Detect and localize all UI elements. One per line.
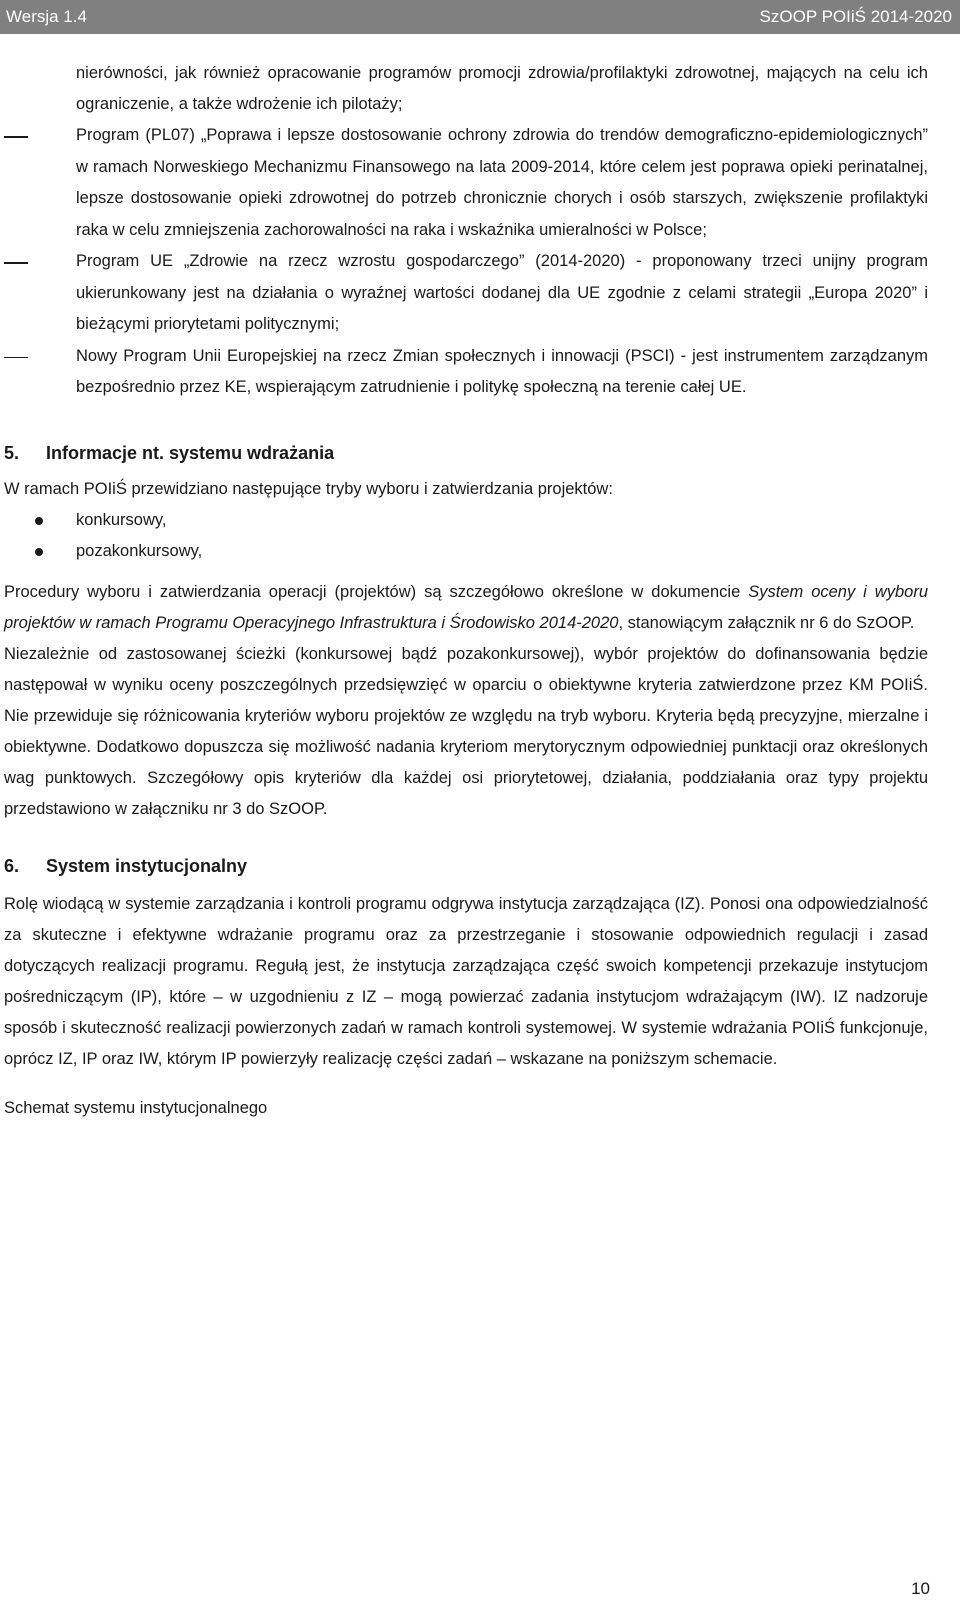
list-item: Nowy Program Unii Europejskiej na rzecz Zmian społecznych i innowacji (PSCI) - jest instrumentem zarządzanym bezpośrednio przez KE, wspierającym zatrudnienie i politykę społeczną na terenie całej UE. — [4, 341, 928, 404]
paragraph: Rolę wiodącą w systemie zarządzania i kontroli programu odgrywa instytucja zarządzająca (IZ). Ponosi ona odpowiedzialność za skuteczne i efektywne wdrażanie programu oraz za przestrzeganie i stosowanie odpowiednich regulacji i zasad dotyczących realizacji programu. Regułą jest, że instytucja zarządzająca część swoich kompetencji przekazuje instytucjom pośredniczącym (IP), które – w uzgodnieniu z IZ – mogą powierzać zadania instytucjom wdrażającym (IW). IZ nadzoruje sposób i skuteczność realizacji powierzonych zadań w ramach kontroli systemowej. W systemie wdrażania POIiŚ funkcjonuje, oprócz IZ, IP oraz IW, którym IP powierzyły realizację części zadań – wskazane na poniższym schemacie. — [4, 894, 928, 1068]
document-reference: System oceny i wyboru projektów w ramach Programu Operacyjnego Infrastruktura i Środowisko 2014-2020 — [4, 582, 928, 632]
program-list — [4, 120, 928, 404]
schema-caption: Schemat systemu instytucjonalnego — [4, 1098, 268, 1117]
document-body — [4, 58, 928, 1124]
selection-modes-list — [4, 505, 928, 567]
page-number: 10 — [911, 1579, 930, 1598]
section-heading-5 — [4, 438, 928, 468]
paragraph: Niezależnie od zastosowanej ścieżki (konkursowej bądź pozakonkursowej), wybór projektów do dofinansowania będzie następował w wyniku oceny poszczególnych przedsięwzięć w oparciu o obiektywne kryteria zatwierdzone przez KM POIiŚ. Nie przewiduje się różnicowania kryteriów wyboru projektów ze względu na tryb wyboru. Kryteria będą precyzyjne, mierzalne i obiektywne. Dodatkowo dopuszcza się możliwość nadania kryteriom merytorycznym odpowiedniej punktacji oraz określonych wag punktowych. Szczegółowy opis kryteriów dla każdej osi priorytetowej, działania, poddziałania oraz typy projektu przedstawiono w załączniku nr 3 do SzOOP. — [4, 644, 928, 818]
paragraph: Procedury wyboru i zatwierdzania operacji (projektów) są szczegółowo określone w dokumencie System oceny i wyboru projektów w ramach Programu Operacyjnego Infrastruktura i Środowisko 2014-2020, stanowiącym załącznik nr 6 do SzOOP. — [4, 582, 928, 632]
section-number: 6. — [4, 855, 20, 876]
page-header — [0, 0, 960, 34]
list-item: pozakonkursowy, — [4, 536, 928, 567]
document-title: SzOOP POIiŚ 2014-2020 — [759, 7, 952, 26]
section-number: 5. — [4, 442, 20, 463]
section-title: Informacje nt. systemu wdrażania — [46, 442, 335, 463]
section-title: System instytucjonalny — [46, 855, 248, 876]
list-item: konkursowy, — [4, 505, 928, 536]
paragraph: W ramach POIiŚ przewidziano następujące tryby wyboru i zatwierdzania projektów: — [4, 479, 613, 498]
document-version: Wersja 1.4 — [6, 7, 87, 26]
list-item: Program UE „Zdrowie na rzecz wzrostu gospodarczego” (2014-2020) - proponowany trzeci unijny program ukierunkowany jest na działania o wyraźnej wartości dodanej dla UE zgodnie z celami strategii „Europa 2020” i bieżącymi priorytetami politycznymi; — [4, 246, 928, 341]
section-heading-6 — [4, 851, 928, 881]
list-item: Program (PL07) „Poprawa i lepsze dostosowanie ochrony zdrowia do trendów demograficzno-epidemiologicznych” w ramach Norweskiego Mechanizmu Finansowego na lata 2009-2014, które celem jest poprawa opieki perinatalnej, lepsze dostosowanie opieki zdrowotnej do potrzeb chronicznie chorych i osób starszych, zwiększenie profilaktyki raka w celu zmniejszenia zachorowalności na raka i wskaźnika umieralności w Polsce; — [4, 120, 928, 246]
list-item-continuation: nierówności, jak również opracowanie programów promocji zdrowia/profilaktyki zdrowotnej, mających na celu ich ograniczenie, a także wdrożenie ich pilotaży; — [76, 64, 928, 113]
